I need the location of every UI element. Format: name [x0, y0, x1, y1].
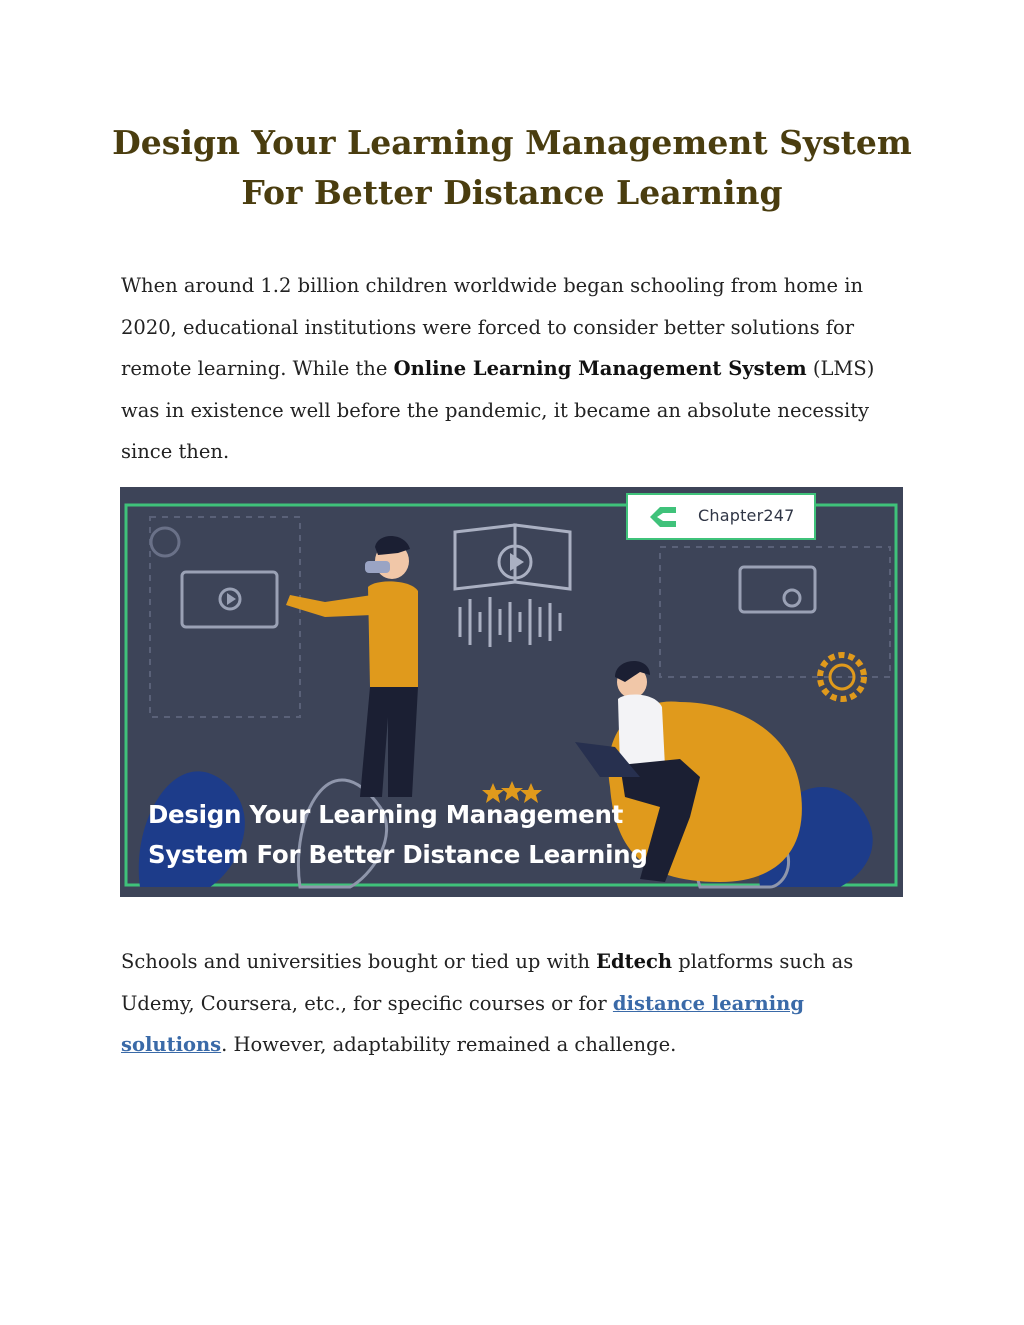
title-line-1: Design Your Learning Management System: [112, 123, 912, 162]
logo-text: Chapter247: [698, 506, 795, 525]
distance-learning-link[interactable]: distance learning solutions: [121, 991, 804, 1056]
edtech-text-c: . However, adaptability remained a challenge.: [221, 1033, 677, 1056]
banner-caption-line-2: System For Better Distance Learning: [148, 840, 648, 869]
intro-text-a: When around 1.2 billion children worldwide began schooling from home in 2020, educational institutions were forced to consider better solutions for remote learning. While the: [121, 274, 864, 380]
page-title: [0, 118, 1024, 218]
edtech-bold: Edtech: [596, 950, 673, 973]
chapter247-logo-icon: [646, 504, 680, 530]
intro-text-b: (LMS) was in existence well before the pandemic, it became an absolute necessity since then.: [121, 357, 875, 463]
banner-caption-line-1: Design Your Learning Management: [148, 800, 624, 829]
edtech-paragraph: [121, 941, 911, 1066]
title-line-2: For Better Distance Learning: [241, 173, 783, 212]
banner-caption: [148, 795, 708, 875]
edtech-text-b: platforms such as Udemy, Coursera, etc., for specific courses or for: [121, 950, 854, 1015]
intro-bold-lms: Online Learning Management System: [393, 357, 807, 380]
chapter247-logo: [626, 493, 816, 540]
edtech-text-a: Schools and universities bought or tied up with: [121, 950, 597, 973]
intro-paragraph: [121, 265, 911, 473]
